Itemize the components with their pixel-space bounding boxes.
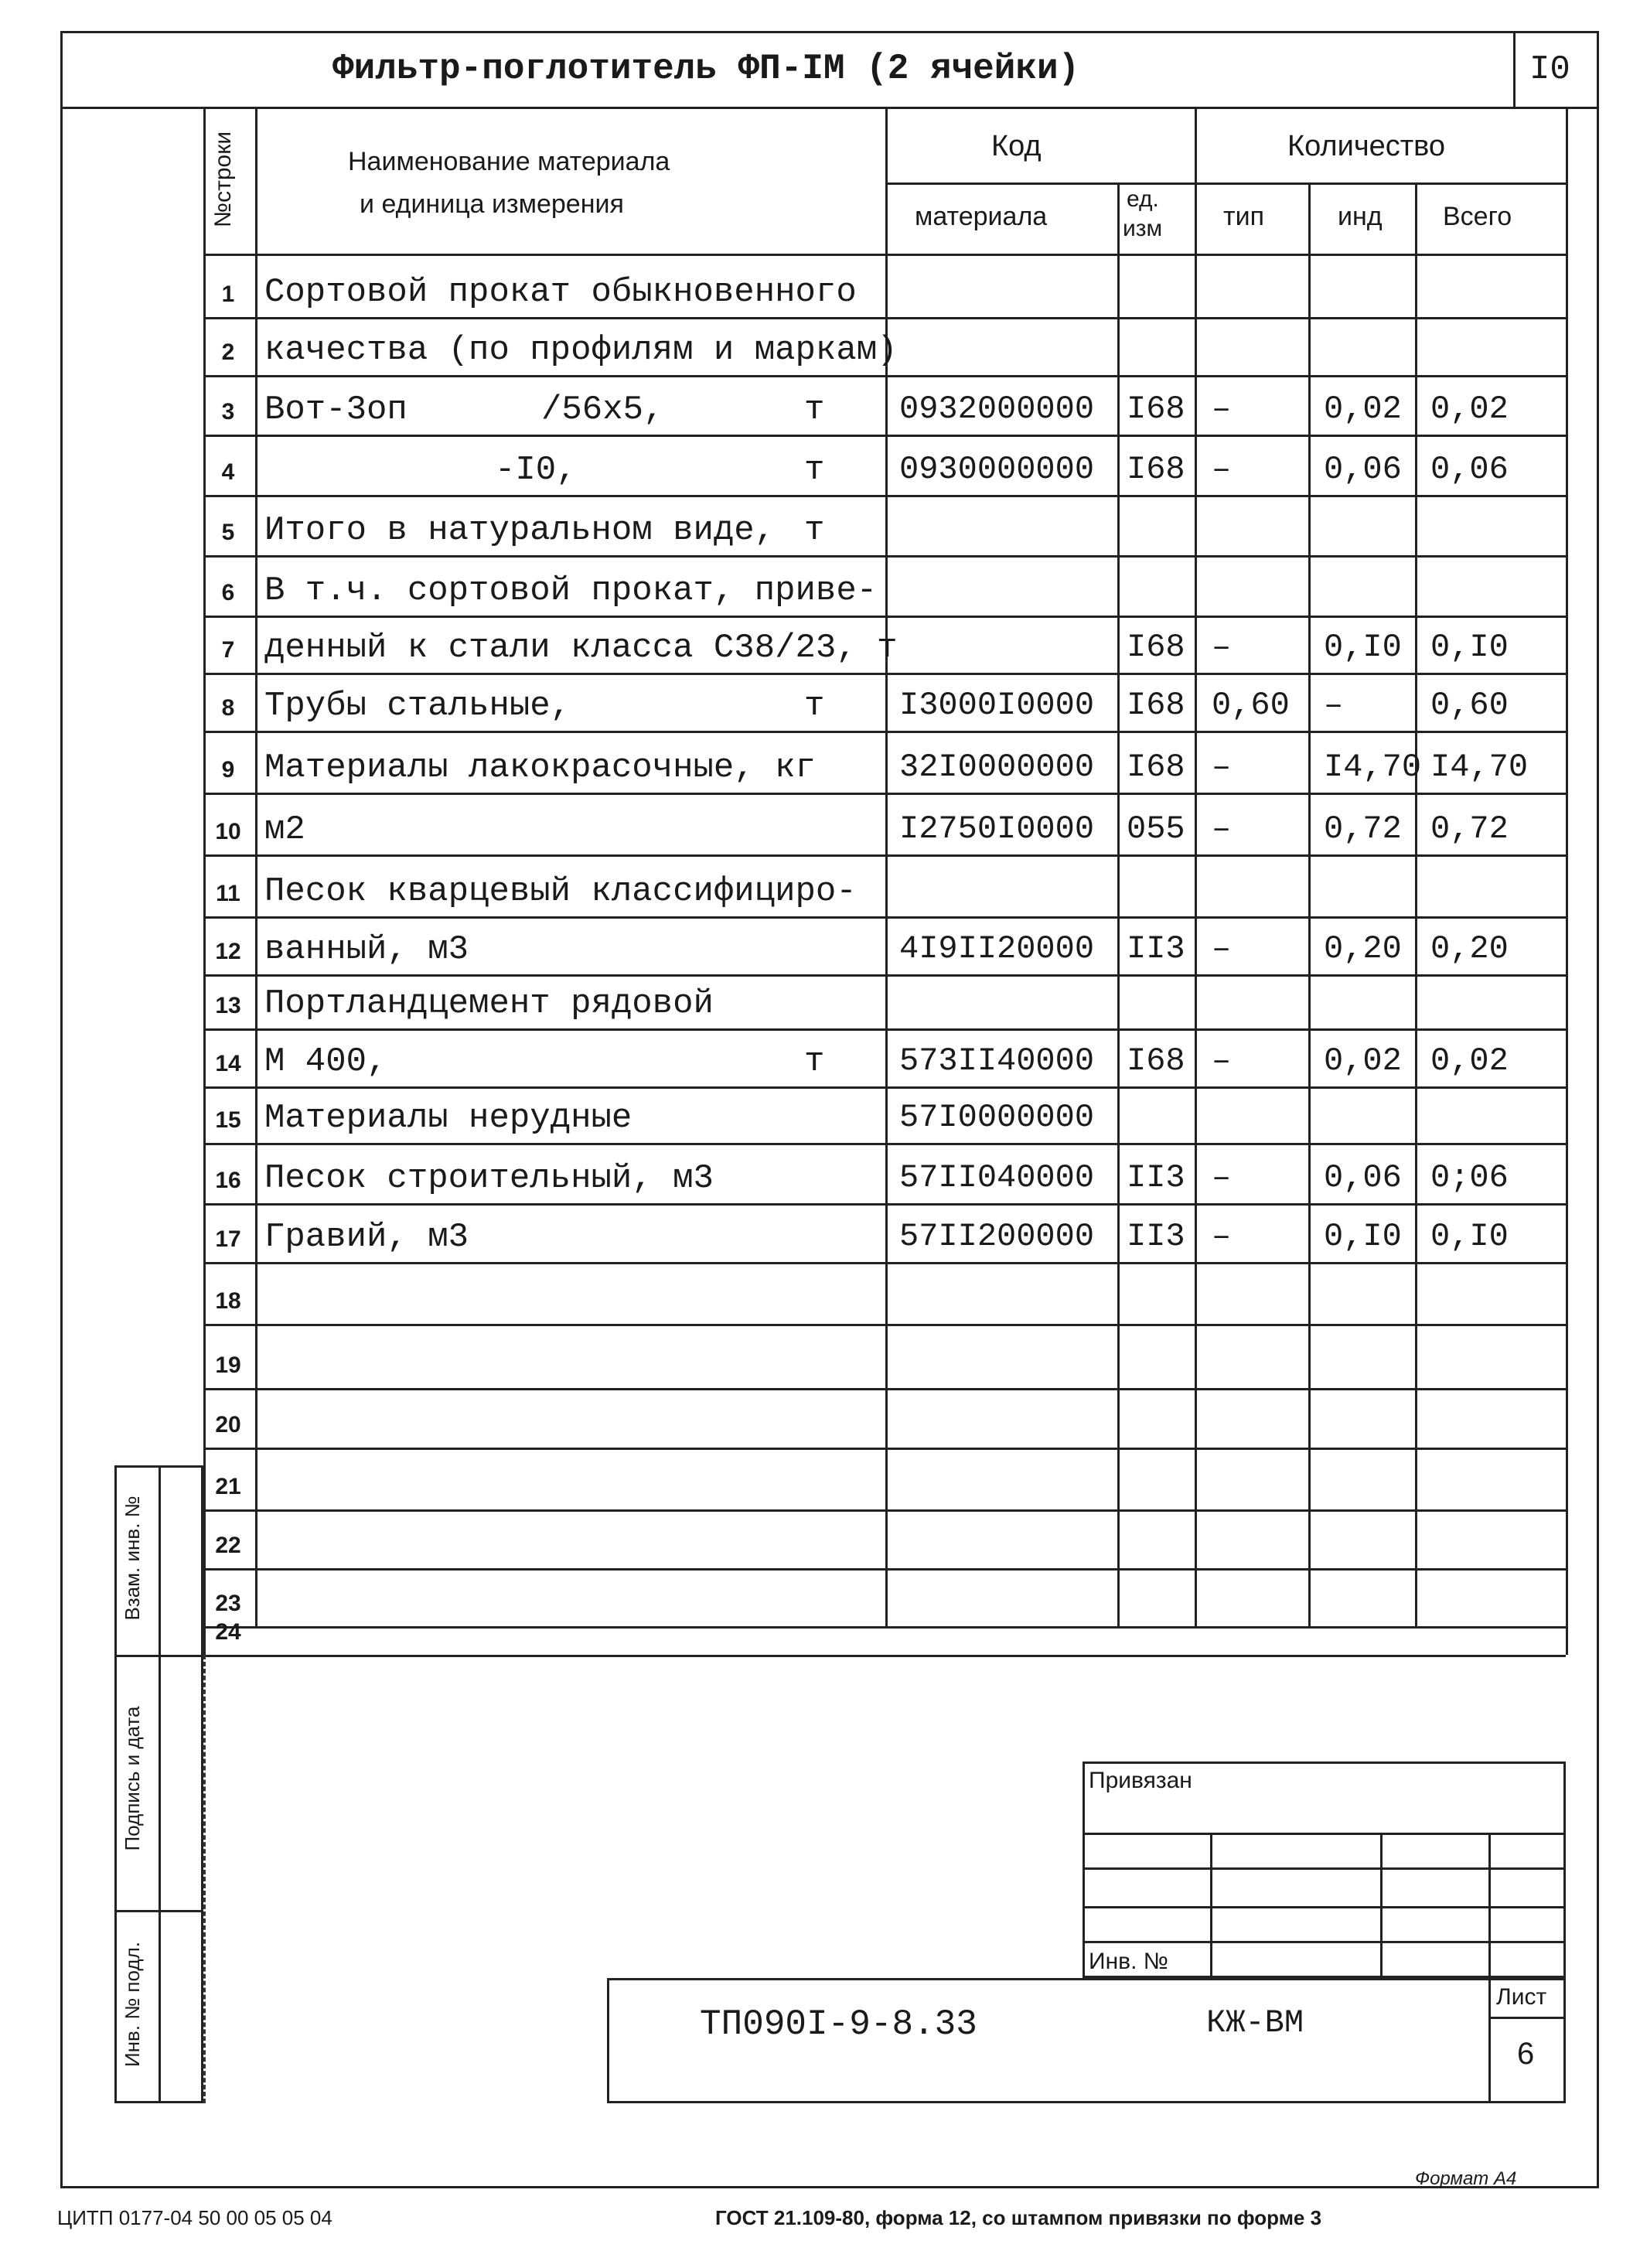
title-block-sheet-value: 6 — [1517, 2037, 1535, 2071]
material-code: 57II200000 — [899, 1218, 1095, 1255]
footer-left-code: ЦИТП 0177-04 50 00 05 05 04 — [57, 2206, 332, 2229]
row-rule — [203, 854, 1566, 857]
row-number: 15 — [215, 1107, 241, 1133]
material-name: Материалы лакокрасочные, кг — [264, 749, 816, 787]
material-name: М 400, — [264, 1042, 387, 1081]
binding-stamp — [1083, 1762, 1566, 1978]
side-stamp-podpis-data: Подпись и дата — [121, 1706, 144, 1851]
row-rule — [203, 616, 1566, 618]
unit-code: I68 — [1127, 451, 1185, 488]
quantity-ind: I4,70 — [1324, 749, 1422, 786]
unit-code: 055 — [1127, 810, 1185, 848]
sheet-number: I0 — [1529, 50, 1570, 89]
quantity-type: – — [1212, 1042, 1232, 1079]
row-number: 20 — [215, 1412, 241, 1438]
quantity-ind: 0,20 — [1324, 930, 1402, 967]
row-number: 11 — [216, 881, 240, 906]
row-rule — [203, 1143, 1566, 1145]
quantity-total: 0,02 — [1430, 1042, 1509, 1079]
material-name: Гравий, м3 — [264, 1218, 469, 1257]
material-name: Портландцемент рядовой — [264, 984, 714, 1023]
row-number: 23 — [215, 1591, 241, 1616]
row-number: 4 — [221, 459, 235, 485]
code-unit-header-line1: ед. — [1127, 186, 1159, 212]
quantity-type: – — [1212, 930, 1232, 967]
material-name: Итого в натуральном виде, — [264, 511, 776, 550]
material-code: 573II40000 — [899, 1042, 1095, 1079]
row-number: 21 — [215, 1474, 241, 1499]
row-number: 10 — [215, 819, 241, 844]
material-code: I2750I0000 — [899, 810, 1095, 848]
material-name: В т.ч. сортовой прокат, приве- — [264, 571, 878, 610]
material-name: Сортовой прокат обыкновенного — [264, 273, 857, 312]
material-name: Трубы стальные, — [264, 687, 571, 725]
quantity-total: 0,20 — [1430, 930, 1509, 967]
material-unit: т — [804, 1042, 825, 1081]
row-rule — [203, 1509, 1566, 1512]
material-name: Материалы нерудные — [264, 1099, 632, 1137]
row-rule — [203, 1568, 1566, 1571]
quantity-ind: 0,I0 — [1324, 1218, 1402, 1255]
title-rule — [60, 107, 1599, 109]
quantity-type: 0,60 — [1212, 687, 1290, 724]
row-rule — [203, 793, 1566, 795]
code-unit-header-line2: изм — [1123, 216, 1163, 241]
material-name: денный к стали класса С38/23, т — [264, 629, 898, 667]
quantity-type-header: тип — [1223, 202, 1264, 231]
unit-code: I68 — [1127, 749, 1185, 786]
format-label: Формат А4 — [1415, 2168, 1517, 2189]
row-rule — [203, 1086, 1566, 1089]
material-code: I3000I0000 — [899, 687, 1095, 724]
quantity-total: 0;06 — [1430, 1159, 1509, 1196]
code-material-header: материала — [915, 202, 1048, 231]
binding-col-1 — [1210, 1833, 1212, 1978]
quantity-type: – — [1212, 451, 1232, 488]
quantity-type: – — [1212, 749, 1232, 786]
quantity-type: – — [1212, 810, 1232, 848]
unit-code: II3 — [1127, 930, 1185, 967]
row-number: 3 — [221, 399, 235, 425]
row-number: 18 — [215, 1288, 241, 1314]
side-stamp-divider — [159, 1465, 161, 2103]
material-name: м2 — [264, 810, 305, 849]
binding-col-2 — [1380, 1833, 1383, 1978]
table-col-rowNo — [255, 107, 257, 1626]
material-code: 0932000000 — [899, 391, 1095, 428]
row-rule — [203, 495, 1566, 497]
unit-code: I68 — [1127, 629, 1185, 666]
header-bottom-rule — [203, 254, 1566, 256]
row-rule — [203, 317, 1566, 319]
quantity-ind: 0,06 — [1324, 451, 1402, 488]
material-profile: /56х5, — [541, 391, 664, 429]
table-col-ind — [1415, 182, 1417, 1626]
material-code: 57II040000 — [899, 1159, 1095, 1196]
title-block-sheet-divider — [1488, 1978, 1491, 2103]
material-code: 4I9II20000 — [899, 930, 1095, 967]
quantity-type: – — [1212, 391, 1232, 428]
row-number: 22 — [215, 1533, 241, 1558]
quantity-total: I4,70 — [1430, 749, 1529, 786]
material-name: Песок кварцевый классифициро- — [264, 872, 857, 911]
quantity-ind: 0,I0 — [1324, 629, 1402, 666]
table-col-meas — [1195, 107, 1197, 1626]
material-unit: т — [804, 511, 825, 550]
table-col-type — [1308, 182, 1311, 1626]
quantity-total: 0,02 — [1430, 391, 1509, 428]
row-number: 5 — [221, 520, 235, 545]
title-block-mark: КЖ-ВМ — [1206, 2004, 1304, 2041]
row-number: 16 — [215, 1168, 241, 1193]
row-number: 9 — [221, 757, 235, 783]
row-number: 24 — [215, 1619, 241, 1645]
material-name: Песок строительный, м3 — [264, 1159, 714, 1198]
margin-dashed-line — [203, 1655, 206, 2103]
material-name: Вот-3оп — [264, 391, 407, 429]
quantity-header: Количество — [1287, 130, 1446, 162]
material-unit: т — [804, 687, 825, 725]
quantity-ind: – — [1324, 687, 1344, 724]
row-rule — [203, 1262, 1566, 1264]
quantity-ind: 0,02 — [1324, 1042, 1402, 1079]
material-name: ванный, м3 — [264, 930, 469, 969]
quantity-ind: 0,06 — [1324, 1159, 1402, 1196]
header-mid-rule — [885, 182, 1566, 185]
binding-inv-no-label: Инв. № — [1089, 1949, 1168, 1974]
quantity-total: 0,06 — [1430, 451, 1509, 488]
quantity-type: – — [1212, 629, 1232, 666]
document-title: Фильтр-поглотитель ФП-IM (2 ячейки) — [332, 49, 1080, 89]
row-rule — [203, 1324, 1566, 1326]
material-code: 0930000000 — [899, 451, 1095, 488]
sheet-number-divider — [1513, 31, 1516, 107]
row-number: 7 — [221, 637, 235, 663]
table-bottom-rule — [114, 1655, 1566, 1657]
quantity-total: 0,60 — [1430, 687, 1509, 724]
quantity-ind: 0,02 — [1324, 391, 1402, 428]
row-rule — [203, 974, 1566, 977]
binding-rule-4 — [1083, 1941, 1566, 1943]
binding-rule-1 — [1083, 1833, 1566, 1835]
row-rule — [203, 731, 1566, 733]
side-stamp-vzam-inv: Взам. инв. № — [121, 1496, 144, 1621]
table-right-border — [1566, 107, 1568, 1655]
binding-rule-2 — [1083, 1867, 1566, 1870]
unit-code: I68 — [1127, 1042, 1185, 1079]
unit-code: II3 — [1127, 1218, 1185, 1255]
code-header: Код — [991, 130, 1042, 162]
material-profile: -I0, — [495, 451, 577, 489]
title-block-doc-code: ТП090I-9-8.33 — [700, 2004, 977, 2045]
row-number: 1 — [221, 281, 235, 307]
row-number: 6 — [221, 580, 235, 605]
name-header-line1: Наименование материала — [348, 147, 670, 176]
table-col-code — [1117, 182, 1120, 1626]
row-number: 17 — [215, 1226, 241, 1252]
binding-col-3 — [1488, 1833, 1491, 1978]
row-rule — [203, 375, 1566, 377]
quantity-type: – — [1212, 1159, 1232, 1196]
unit-code: I68 — [1127, 391, 1185, 428]
row-rule — [203, 1626, 1566, 1629]
row-rule — [203, 673, 1566, 675]
quantity-ind-header: инд — [1338, 202, 1383, 231]
quantity-type: – — [1212, 1218, 1232, 1255]
binding-privyazan-label: Привязан — [1089, 1768, 1192, 1793]
unit-code: II3 — [1127, 1159, 1185, 1196]
material-unit: т — [804, 451, 825, 489]
material-name: качества (по профилям и маркам) — [264, 331, 898, 370]
row-number: 14 — [215, 1051, 241, 1076]
row-rule — [203, 555, 1566, 558]
quantity-ind: 0,72 — [1324, 810, 1402, 848]
unit-code: I68 — [1127, 687, 1185, 724]
title-block-sheet-rule — [1488, 2017, 1566, 2019]
title-block-sheet-label: Лист — [1496, 1984, 1547, 2010]
material-code: 32I0000000 — [899, 749, 1095, 786]
footer-gost-note: ГОСТ 21.109-80, форма 12, со штампом привязки по форме 3 — [715, 2206, 1322, 2229]
name-header-line2: и единица измерения — [360, 189, 624, 219]
row-rule — [203, 1028, 1566, 1031]
material-unit: т — [804, 391, 825, 429]
row-number: 2 — [221, 339, 235, 365]
row-rule — [203, 435, 1566, 437]
quantity-total: 0,72 — [1430, 810, 1509, 848]
row-rule — [203, 1388, 1566, 1390]
row-rule — [203, 916, 1566, 919]
binding-rule-3 — [1083, 1906, 1566, 1908]
row-number: 13 — [215, 993, 241, 1018]
row-number: 12 — [215, 939, 241, 964]
quantity-total-header: Всего — [1443, 202, 1512, 231]
row-rule — [203, 1448, 1566, 1450]
side-stamp-inv-podl: Инв. № подл. — [121, 1942, 144, 2067]
quantity-total: 0,I0 — [1430, 629, 1509, 666]
row-number: 8 — [221, 695, 235, 721]
quantity-total: 0,I0 — [1430, 1218, 1509, 1255]
row-number: 19 — [215, 1352, 241, 1378]
material-code: 57I0000000 — [899, 1099, 1095, 1136]
row-rule — [203, 1203, 1566, 1206]
row-number-header: №строки — [210, 131, 236, 228]
